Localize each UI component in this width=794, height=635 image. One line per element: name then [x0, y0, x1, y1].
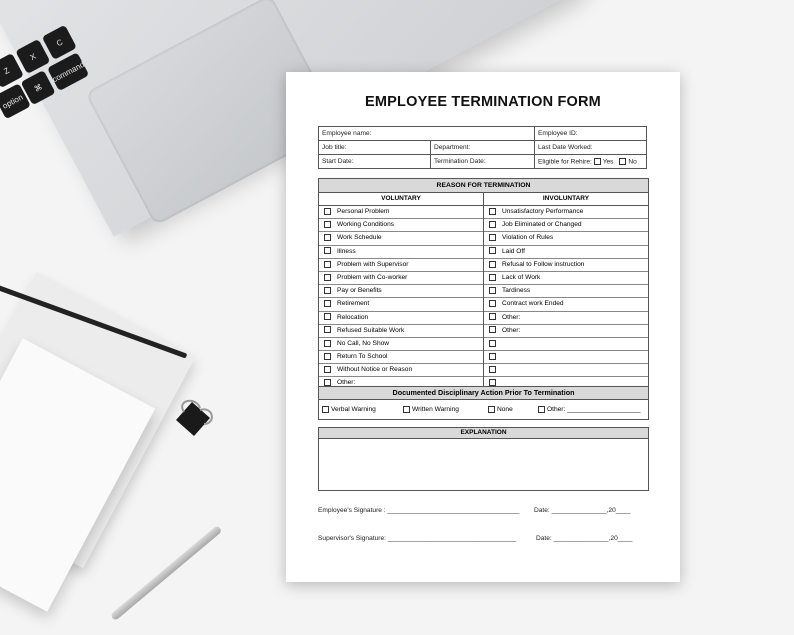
checkbox[interactable] [489, 353, 496, 360]
checkbox[interactable] [403, 406, 410, 413]
keyboard-key: command [47, 52, 89, 91]
reason-label: Laid Off [502, 247, 525, 255]
involuntary-heading: INVOLUNTARY [484, 193, 648, 206]
keyboard-key: option [0, 83, 31, 119]
reason-label: No Call, No Show [337, 339, 390, 347]
voluntary-reason-item[interactable] [319, 246, 483, 259]
form-title: EMPLOYEE TERMINATION FORM [365, 94, 601, 110]
job-title-field[interactable]: Job title: [319, 141, 431, 155]
checkbox[interactable] [324, 287, 331, 294]
checkbox[interactable] [489, 221, 496, 228]
checkbox[interactable] [488, 406, 495, 413]
involuntary-reason-item[interactable] [484, 351, 648, 364]
voluntary-reason-item[interactable] [319, 232, 483, 245]
checkbox[interactable] [324, 313, 331, 320]
eligible-rehire-field [535, 155, 647, 169]
employee-signature-line[interactable]: Employee's Signature : ____________________________________ [318, 507, 520, 514]
disciplinary-option[interactable] [403, 400, 459, 419]
involuntary-reason-item[interactable] [484, 246, 648, 259]
voluntary-reason-item[interactable] [319, 351, 483, 364]
checkbox[interactable] [489, 247, 496, 254]
eligible-rehire-label: Eligible for Rehire: [538, 158, 592, 166]
reason-label: Tardiness [502, 287, 531, 295]
employee-name-field[interactable]: Employee name: [319, 127, 535, 141]
involuntary-reason-item[interactable] [484, 312, 648, 325]
checkbox[interactable] [489, 274, 496, 281]
reason-label: Return To School [337, 353, 388, 361]
voluntary-reason-item[interactable] [319, 219, 483, 232]
reason-label: Work Schedule [337, 234, 382, 242]
voluntary-reason-item[interactable] [319, 272, 483, 285]
reason-label: Retirement [337, 300, 370, 308]
reason-label: Violation of Rules [502, 234, 554, 242]
keyboard-key: C [42, 25, 77, 60]
employee-signature-row [318, 507, 647, 514]
option-label: Other: ____________________ [547, 406, 641, 413]
option-label: Written Warning [412, 406, 459, 413]
checkbox[interactable] [324, 274, 331, 281]
checkbox[interactable] [324, 366, 331, 373]
checkbox[interactable] [322, 406, 329, 413]
checkbox[interactable] [489, 261, 496, 268]
reason-label: Refused Suitable Work [337, 326, 405, 334]
rehire-no-checkbox[interactable] [619, 158, 626, 165]
reason-label: Other: [337, 379, 356, 387]
reason-section [318, 178, 649, 391]
checkbox[interactable] [489, 366, 496, 373]
supervisor-signature-line[interactable]: Supervisor's Signature: ___________________________________ [318, 535, 517, 542]
involuntary-reason-item[interactable] [484, 325, 648, 338]
disciplinary-option[interactable] [488, 400, 513, 419]
checkbox[interactable] [489, 326, 496, 333]
involuntary-reason-item[interactable] [484, 232, 648, 245]
reason-label: Contract work Ended [502, 300, 564, 308]
department-field[interactable]: Department: [431, 141, 535, 155]
checkbox[interactable] [489, 287, 496, 294]
disciplinary-option[interactable] [322, 400, 376, 419]
checkbox[interactable] [324, 300, 331, 307]
voluntary-reason-item[interactable] [319, 206, 483, 219]
checkbox[interactable] [489, 340, 496, 347]
checkbox[interactable] [324, 340, 331, 347]
termination-form [286, 72, 680, 582]
option-label: None [497, 406, 513, 413]
reason-label: Without Notice or Reason [337, 366, 413, 374]
involuntary-column [483, 193, 648, 390]
involuntary-reason-item[interactable] [484, 338, 648, 351]
reason-heading: REASON FOR TERMINATION [319, 179, 648, 193]
employee-id-field[interactable]: Employee ID: [535, 127, 647, 141]
supervisor-date-line[interactable]: Date: _______________,20____ [536, 535, 633, 542]
involuntary-reason-item[interactable] [484, 206, 648, 219]
involuntary-reason-item[interactable] [484, 298, 648, 311]
rehire-no-label: No [628, 158, 637, 166]
termination-date-field[interactable]: Termination Date: [431, 155, 535, 169]
employee-date-line[interactable]: Date: _______________,20____ [534, 507, 631, 514]
voluntary-reason-item[interactable] [319, 285, 483, 298]
voluntary-reason-item[interactable] [319, 298, 483, 311]
voluntary-reason-item[interactable] [319, 364, 483, 377]
voluntary-reason-item[interactable] [319, 259, 483, 272]
involuntary-reason-item[interactable] [484, 364, 648, 377]
last-date-worked-field[interactable]: Last Date Worked: [535, 141, 647, 155]
binder-clip-icon [170, 398, 214, 448]
reason-label: Illness [337, 247, 356, 255]
employee-info-table [318, 126, 647, 169]
keyboard-key: X [15, 39, 50, 74]
checkbox[interactable] [489, 208, 496, 215]
checkbox[interactable] [324, 353, 331, 360]
involuntary-reason-item[interactable] [484, 259, 648, 272]
disciplinary-section [318, 386, 649, 420]
reason-label: Relocation [337, 313, 369, 321]
checkbox[interactable] [324, 221, 331, 228]
disciplinary-option[interactable] [538, 400, 641, 419]
reason-label: Working Conditions [337, 221, 395, 229]
reason-label: Personal Problem [337, 208, 390, 215]
reason-label: Lack of Work [502, 273, 541, 281]
checkbox[interactable] [538, 406, 545, 413]
checkbox[interactable] [324, 247, 331, 254]
start-date-field[interactable]: Start Date: [319, 155, 431, 169]
involuntary-reason-item[interactable] [484, 219, 648, 232]
disciplinary-heading: Documented Disciplinary Action Prior To Termination [319, 387, 648, 400]
keyboard-key: ⌘ [21, 70, 56, 105]
checkbox[interactable] [489, 300, 496, 307]
involuntary-reason-item[interactable] [484, 285, 648, 298]
rehire-yes-label: Yes [602, 158, 614, 166]
reason-label: Problem with Co-worker [337, 273, 408, 281]
explanation-section[interactable] [318, 427, 649, 491]
voluntary-reason-item[interactable] [319, 338, 483, 351]
voluntary-reason-item[interactable] [319, 325, 483, 338]
supervisor-signature-row [318, 535, 647, 542]
voluntary-column [319, 193, 483, 390]
voluntary-heading: VOLUNTARY [319, 193, 483, 206]
reason-label: Unsatisfactory Performance [502, 208, 584, 215]
reason-label: Pay or Benefits [337, 287, 382, 295]
checkbox[interactable] [489, 234, 496, 241]
checkbox[interactable] [324, 326, 331, 333]
voluntary-reason-item[interactable] [319, 312, 483, 325]
checkbox[interactable] [489, 313, 496, 320]
checkbox[interactable] [324, 208, 331, 215]
reason-label: Other: [502, 326, 521, 334]
option-label: Verbal Warning [331, 406, 376, 413]
rehire-yes-checkbox[interactable] [594, 158, 601, 165]
reason-label: Refusal to Follow instruction [502, 260, 585, 268]
checkbox[interactable] [324, 261, 331, 268]
reason-label: Other: [502, 313, 521, 321]
keyboard-key: Z [0, 53, 24, 88]
involuntary-reason-item[interactable] [484, 272, 648, 285]
reason-label: Problem with Supervisor [337, 260, 409, 268]
checkbox[interactable] [324, 234, 331, 241]
reason-label: Job Eliminated or Changed [502, 221, 582, 229]
explanation-heading: EXPLANATION [319, 428, 648, 439]
